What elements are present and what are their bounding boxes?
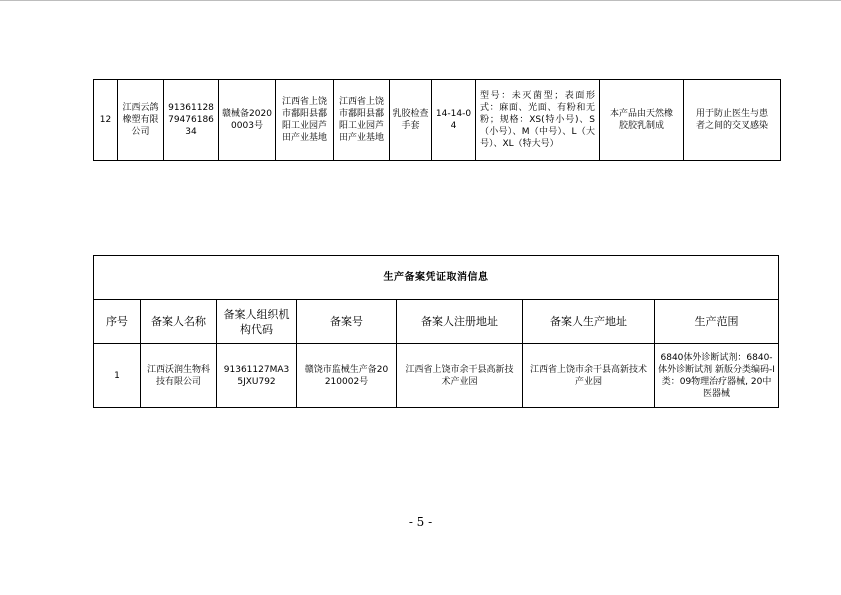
seq-cell: 1: [94, 344, 141, 408]
product-record-table: [93, 79, 781, 161]
seq-cell: 12: [94, 80, 118, 161]
header-registered-address: 备案人注册地址: [397, 300, 523, 344]
page-number: - 5 -: [408, 515, 433, 529]
top-border-line: [0, 0, 841, 1]
cancellation-info-table: [93, 255, 779, 408]
table-title: 生产备案凭证取消信息: [94, 256, 779, 300]
header-record-number: 备案号: [297, 300, 397, 344]
product-name-cell: 乳胶检查手套: [390, 80, 432, 161]
composition-cell: 本产品由天然橡胶胶乳制成: [600, 80, 684, 161]
header-production-scope: 生产范围: [655, 300, 779, 344]
record-number-cell: 赣械备20200003号: [219, 80, 276, 161]
header-production-address: 备案人生产地址: [523, 300, 655, 344]
registered-address-cell: 江西省上饶市鄱阳县鄱阳工业园芦田产业基地: [276, 80, 334, 161]
org-code-cell: 91361127MA35JXU792: [217, 344, 297, 408]
production-scope-cell: 6840体外诊断试剂：6840-体外诊断试剂 新版分类编码-Ⅰ类：09物理治疗器械, 20中医器械: [655, 344, 779, 408]
production-address-cell: 江西省上饶市鄱阳县鄱阳工业园芦田产业基地: [334, 80, 390, 161]
record-number-cell: 赣饶市监械生产备20210002号: [297, 344, 397, 408]
table-header-row: [94, 300, 779, 344]
table-row: [94, 344, 779, 408]
company-name-cell: 江西云鸽橡塑有限公司: [118, 80, 164, 161]
spec-cell: 型号：未灭菌型；表面形式：麻面、光面、有粉和无粉；规格：XS(特小号)、S（小号）、M（中号）、L（大号）、XL（特大号）: [476, 80, 600, 161]
category-code-cell: 14-14-04: [432, 80, 476, 161]
usage-cell: 用于防止医生与患者之间的交叉感染: [684, 80, 781, 161]
header-org-code: 备案人组织机构代码: [217, 300, 297, 344]
production-address-cell: 江西省上饶市余干县高新技术产业园: [523, 344, 655, 408]
header-name: 备案人名称: [141, 300, 217, 344]
table-row: [94, 80, 781, 161]
company-name-cell: 江西沃润生物科技有限公司: [141, 344, 217, 408]
header-seq: 序号: [94, 300, 141, 344]
registered-address-cell: 江西省上饶市余干县高新技术产业园: [397, 344, 523, 408]
org-code-cell: 9136112879476186 34: [164, 80, 219, 161]
